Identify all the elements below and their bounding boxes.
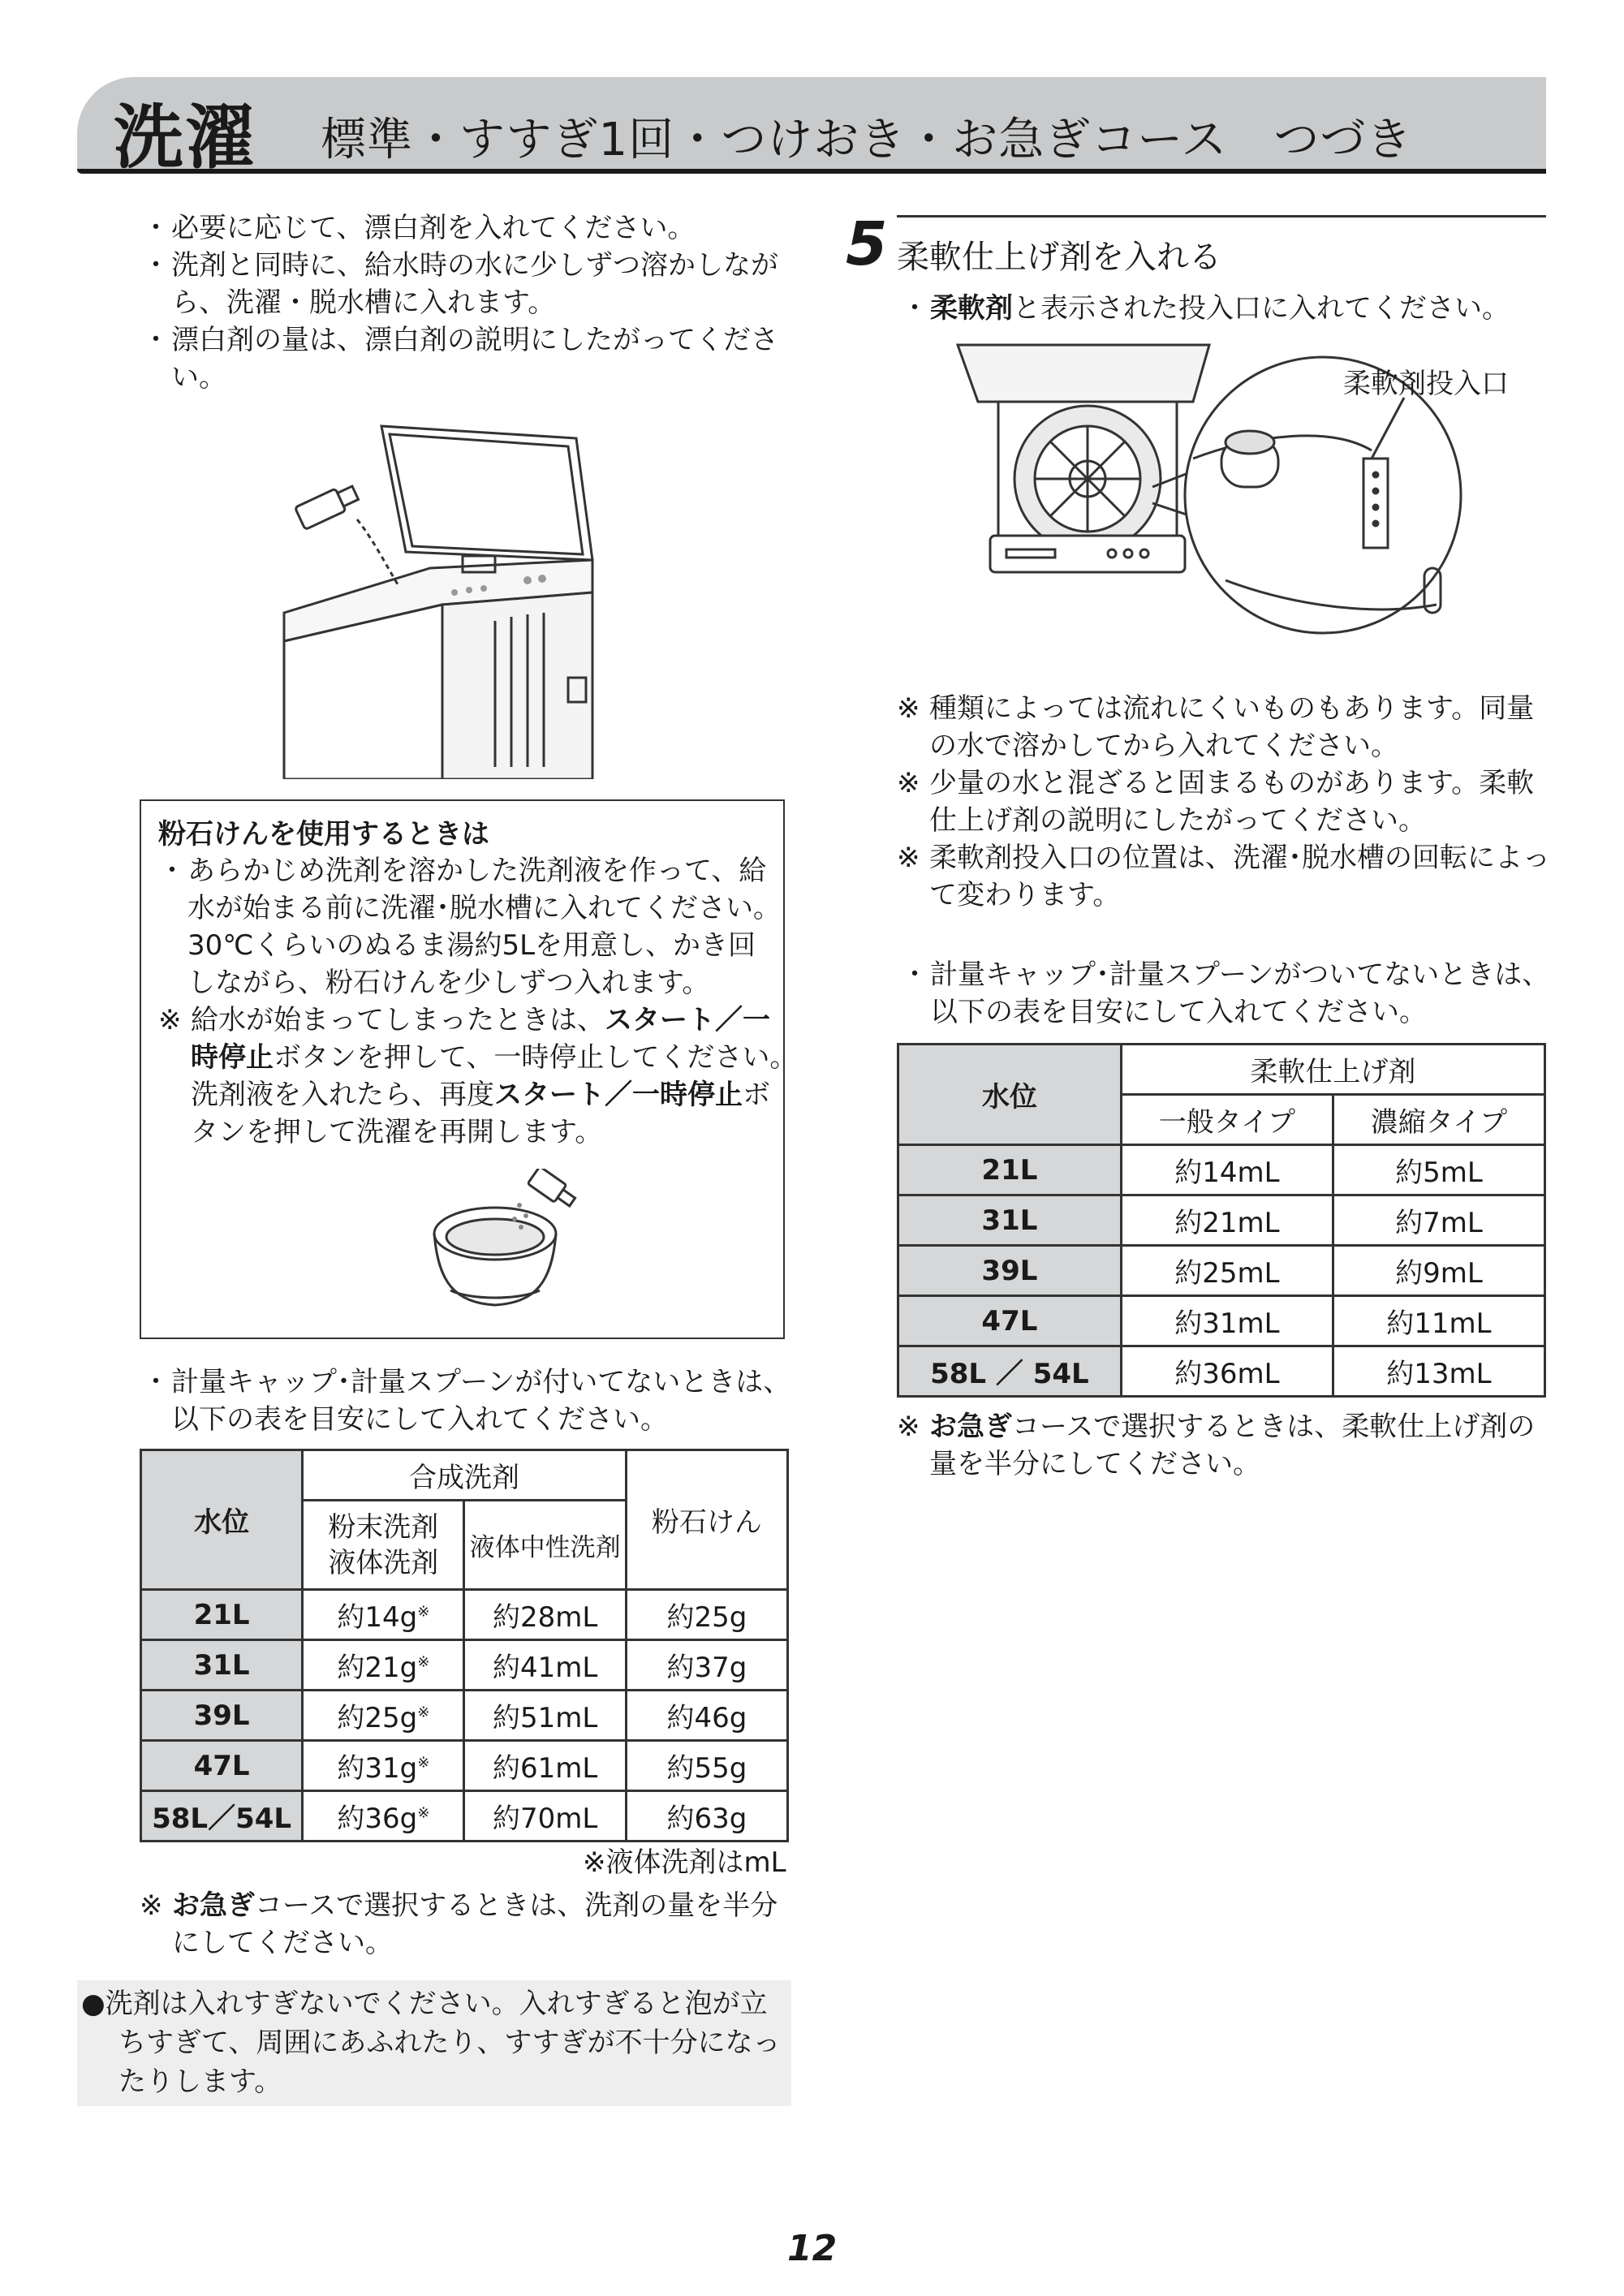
bullet-mark: ・	[901, 292, 928, 325]
header-water-level: 水位	[141, 1450, 303, 1590]
table-footnote: ※液体洗剤はmL	[583, 1846, 786, 1879]
softener-notes	[897, 690, 1550, 914]
note-item: ※ 少量の水と混ざると固まるものがあります。柔軟 仕上げ剤の説明にしたがってください。	[897, 765, 1550, 839]
header-general: 一般タイプ	[1121, 1095, 1333, 1145]
bullet-line: あらかじめ洗剤を溶かした洗剤液を作って、給	[187, 855, 767, 887]
header-synthetic: 合成洗剤	[303, 1450, 627, 1501]
bullet-mark: ・	[142, 249, 170, 282]
header-concentrated: 濃縮タイプ	[1333, 1095, 1544, 1145]
note-mark: ※	[158, 1004, 182, 1036]
page-subtitle: 標準・すすぎ1回・つけおき・お急ぎコース つづき	[321, 114, 1413, 166]
note-line: タンを押して洗濯を再開します。	[191, 1116, 603, 1148]
step-divider	[897, 215, 1546, 218]
table-row: 58L ／ 54L 約36mL 約13mL	[898, 1346, 1545, 1397]
bullet-item	[142, 247, 791, 321]
quick-course-note-right: ※ お急ぎコースで選択するときは、柔軟仕上げ剤の 量を半分にしてください。	[897, 1408, 1535, 1483]
note-item: ※ 柔軟剤投入口の位置は、洗濯･脱水槽の回転によっ て変わります。	[897, 839, 1550, 914]
powder-soap-body	[158, 852, 798, 1151]
page-number: 12	[787, 2228, 838, 2269]
note-mark: ※	[897, 842, 920, 874]
table-row: 47L 約31g※ 約61mL 約55g	[141, 1741, 788, 1791]
quick-course-note-left: ※ お急ぎコースで選択するときは、洗剤の量を半分 にしてください。	[140, 1887, 778, 1962]
bullet-line: い。	[171, 361, 226, 394]
bleach-bullet-list	[142, 209, 791, 396]
bullet-mark: ・	[142, 324, 170, 356]
table-row: 58L／54L 約36g※ 約70mL 約63g	[141, 1791, 788, 1842]
bullet-mark: ・	[158, 855, 186, 887]
bullet-line: 水が始まる前に洗濯･脱水槽に入れてください。	[187, 892, 781, 924]
step-title: 柔軟仕上げ剤を入れる	[897, 239, 1221, 276]
softener-table	[897, 1043, 1546, 1398]
bullet-line: ら、洗濯・脱水槽に入れます。	[171, 286, 556, 319]
bullet-line: 30℃くらいのぬるま湯約5Lを用意し、かき回	[187, 929, 756, 962]
bullet-item	[142, 209, 791, 247]
note-item	[158, 1002, 798, 1151]
bullet-line: 必要に応じて、漂白剤を入れてください。	[171, 212, 696, 244]
bullet-item	[158, 852, 781, 1002]
note-line: 給水が始まってしまったときは、スタート／一	[191, 1004, 770, 1036]
note-line: 時停止ボタンを押して、一時停止してください。	[191, 1041, 798, 1074]
table-row: 31L 約21mL 約7mL	[898, 1195, 1545, 1246]
table-row: 31L 約21g※ 約41mL 約37g	[141, 1640, 788, 1691]
note-line: 洗剤液を入れたら、再度スタート／一時停止ボ	[191, 1079, 770, 1111]
header-underline	[77, 169, 1546, 174]
header-soap: 粉石けん	[626, 1450, 787, 1590]
bullet-line: 計量キャップ･計量スプーンが付いてないときは、	[171, 1366, 791, 1398]
note-mark: ※	[897, 692, 920, 725]
bullet-item	[142, 321, 791, 396]
header-water-level: 水位	[898, 1045, 1122, 1145]
table-row: 21L 約14mL 約5mL	[898, 1145, 1545, 1195]
page-title: 洗濯	[114, 97, 256, 179]
header-softener: 柔軟仕上げ剤	[1121, 1045, 1544, 1095]
detergent-table	[140, 1449, 789, 1842]
note-item: ※ 種類によっては流れにくいものもあります。同量 の水で溶かしてから入れてください。	[897, 690, 1550, 765]
washer-bleach-illustration	[268, 410, 625, 779]
bullet-mark: ・	[142, 212, 170, 244]
step-bullet: ・ 柔軟剤と表示された投入口に入れてください。	[901, 290, 1510, 327]
note-mark: ※	[140, 1889, 163, 1922]
softener-inlet-callout: 柔軟剤投入口	[1343, 368, 1509, 400]
bullet-mark: ・	[901, 958, 928, 991]
left-table-intro	[142, 1363, 790, 1438]
step-number: 5	[846, 209, 888, 279]
warning-text: ●洗剤は入れすぎないでください。入れすぎると泡が立 ちすぎて、周囲にあふれたり、すすぎが不十分になっ たりします。	[81, 1988, 781, 2098]
note-mark: ※	[897, 767, 920, 799]
bullet-mark: ・	[142, 1366, 170, 1398]
note-mark: ※	[897, 1411, 920, 1443]
header-powder-liquid: 粉末洗剤 液体洗剤	[303, 1501, 464, 1590]
header-neutral: 液体中性洗剤	[464, 1501, 626, 1590]
bullet-line: しながら、粉石けんを少しずつ入れます。	[187, 967, 710, 999]
table-row: 39L 約25g※ 約51mL 約46g	[141, 1691, 788, 1741]
bullet-item	[142, 1363, 790, 1438]
table-row: 39L 約25mL 約9mL	[898, 1246, 1545, 1296]
bucket-illustration	[430, 1169, 592, 1315]
table-row: 21L 約14g※ 約28mL 約25g	[141, 1590, 788, 1640]
right-table-intro: ・ 計量キャップ･計量スプーンがついてないときは、 以下の表を目安にして入れてください。	[901, 956, 1549, 1031]
bullet-line: 以下の表を目安にして入れてください。	[171, 1403, 668, 1436]
table-row: 47L 約31mL 約11mL	[898, 1296, 1545, 1346]
bullet-line: 洗剤と同時に、給水時の水に少しずつ溶かしなが	[171, 249, 778, 282]
powder-soap-title: 粉石けんを使用するときは	[158, 818, 489, 851]
bullet-line: 漂白剤の量は、漂白剤の説明にしたがってくださ	[171, 324, 778, 356]
